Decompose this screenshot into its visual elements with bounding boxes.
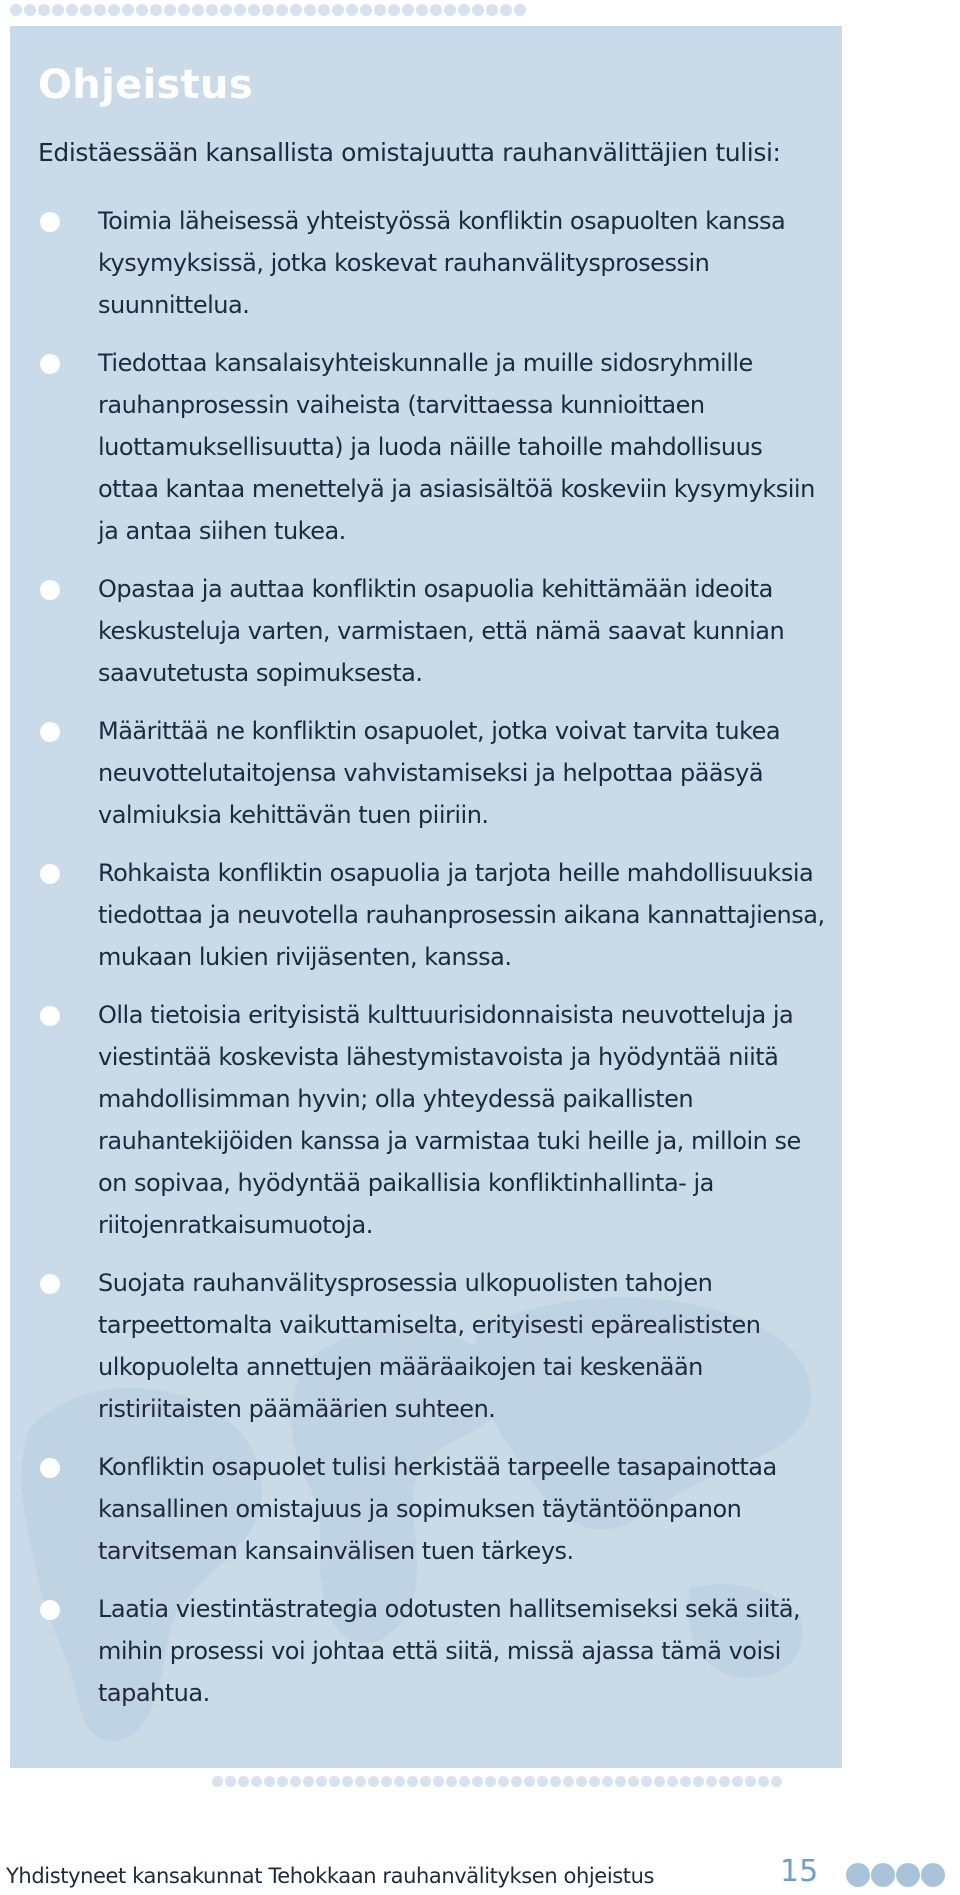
bullet-icon: [40, 1274, 60, 1294]
list-item-text: Toimia läheisessä yhteistyössä konfliktin osapuolten kanssa kysymyksissä, jotka koskevat rauhanvälitysprosessin suunnittelua.: [98, 207, 786, 319]
intro-text: Edistäessään kansallista omistajuutta rauhanvälittäjien tulisi:: [38, 138, 781, 167]
list-item: [38, 710, 828, 836]
bullet-icon: [40, 212, 60, 232]
list-item-text: Rohkaista konfliktin osapuolia ja tarjota heille mahdollisuuksia tiedottaa ja neuvotella rauhanprosessin aikana kannattajiensa, mukaan lukien rivijäsenten, kanssa.: [98, 859, 825, 971]
bullet-icon: [40, 722, 60, 742]
bullet-icon: [40, 1600, 60, 1620]
list-item: [38, 200, 828, 326]
list-item: [38, 1588, 828, 1714]
list-item: [38, 342, 828, 552]
bullet-icon: [40, 864, 60, 884]
list-item-text: Määrittää ne konfliktin osapuolet, jotka voivat tarvita tukea neuvottelutaitojensa vahvistamiseksi ja helpottaa pääsyä valmiuksia kehittävän tuen piiriin.: [98, 717, 781, 829]
list-item-text: Tiedottaa kansalaisyhteiskunnalle ja muille sidosryhmille rauhanprosessin vaiheista (tarvittaessa kunnioittaen luottamuksellisuutta) ja luoda näille tahoille mahdollisuus ottaa kantaa menettelyä ja asiasisältöä koskeviin kysymyksiin ja antaa siihen tukea.: [98, 349, 815, 545]
bullet-icon: [40, 1006, 60, 1026]
list-item-text: Suojata rauhanvälitysprosessia ulkopuolisten tahojen tarpeettomalta vaikuttamiselta, erityisesti epärealististen ulkopuolelta annettujen määräaikojen tai keskenään ristiriitaisten päämäärien suhteen.: [98, 1269, 761, 1423]
section-title: Ohjeistus: [38, 62, 253, 108]
list-item: [38, 1446, 828, 1572]
list-item: [38, 994, 828, 1246]
list-item-text: Laatia viestintästrategia odotusten hallitsemiseksi sekä siitä, mihin prosessi voi johtaa että siitä, missä ajassa tämä voisi tapahtua.: [98, 1595, 801, 1707]
bullet-icon: [40, 354, 60, 374]
list-item: [38, 852, 828, 978]
top-decorative-dots: [10, 4, 528, 16]
list-item-text: Opastaa ja auttaa konfliktin osapuolia kehittämään ideoita keskusteluja varten, varmistaen, että nämä saavat kunnian saavutetusta sopimuksesta.: [98, 575, 785, 687]
guidance-list: [38, 200, 828, 1730]
list-item: [38, 568, 828, 694]
guidance-panel: [10, 26, 842, 1768]
page-number: 15: [780, 1854, 819, 1889]
list-item-text: Konfliktin osapuolet tulisi herkistää tarpeelle tasapainottaa kansallinen omistajuus ja sopimuksen täytäntöönpanon tarvitseman kansainvälisen tuen tärkeys.: [98, 1453, 777, 1565]
bullet-icon: [40, 580, 60, 600]
list-item: [38, 1262, 828, 1430]
bottom-decorative-dots: [212, 1776, 784, 1787]
bullet-icon: [40, 1458, 60, 1478]
footer-decorative-dots: [846, 1863, 946, 1887]
list-item-text: Olla tietoisia erityisistä kulttuurisidonnaisista neuvotteluja ja viestintää koskevista lähestymistavoista ja hyödyntää niitä mahdollisimman hyvin; olla yhteydessä paikallisten rauhantekijöiden kanssa ja varmistaa tuki heille ja, milloin se on sopivaa, hyödyntää paikallisia konfliktinhallinta- ja riitojenratkaisumuotoja.: [98, 1001, 801, 1239]
footer-title: Yhdistyneet kansakunnat Tehokkaan rauhanvälityksen ohjeistus: [6, 1864, 655, 1888]
